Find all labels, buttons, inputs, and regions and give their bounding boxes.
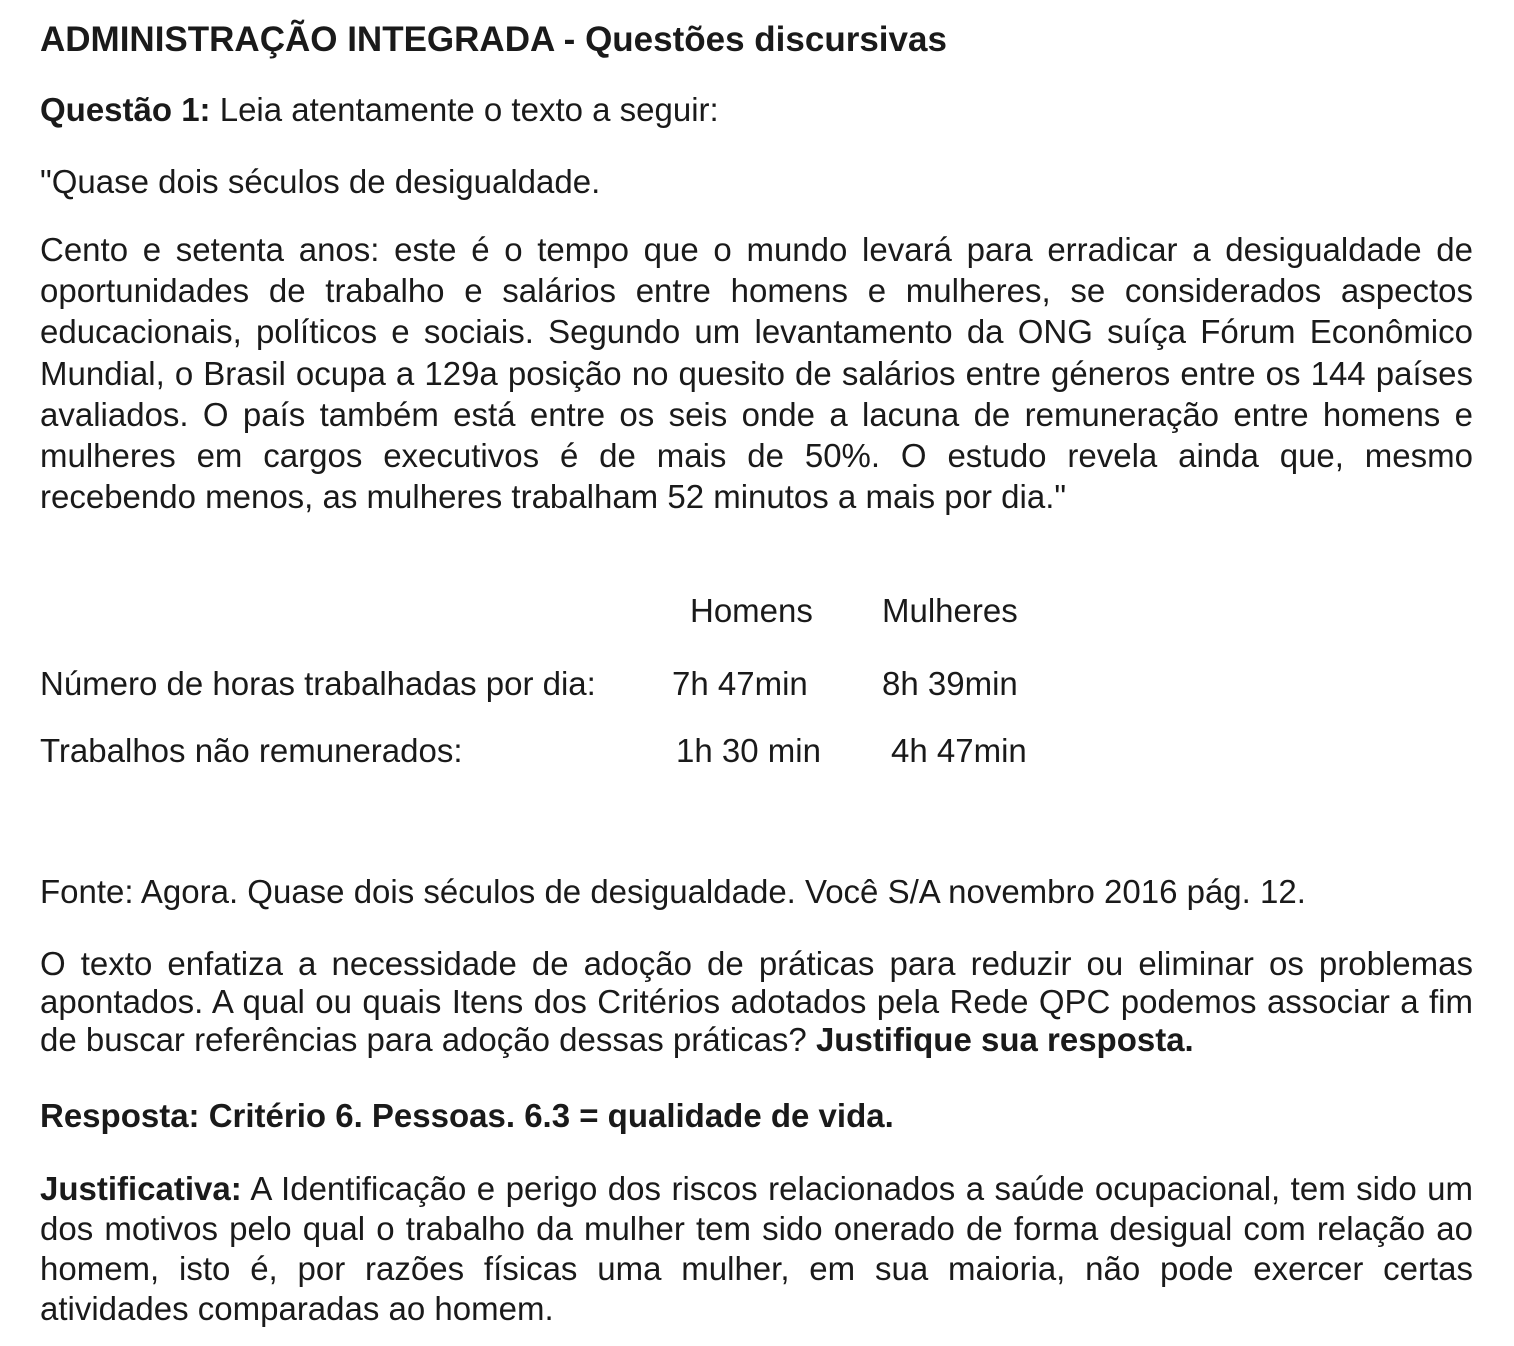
table-header-men: Homens (690, 592, 813, 629)
question-intro-text: Leia atentamente o texto a seguir: (210, 91, 719, 128)
question-intro (40, 88, 719, 132)
quote-body: Cento e setenta anos: este é o tempo que o mundo levará para erradicar a desigualdade de oportunidades de trabalho e salários entre homens e mulheres, se considerados aspectos educacionais, políticos e sociais. Segundo um levantamento da ONG suíça Fórum Econômico Mundial, o Brasil ocupa a 129a posição no quesito de salários entre géneros entre os 144 países avaliados. O país também está entre os seis onde a lacuna de remuneração entre homens e mulheres em cargos executivos é de mais de 50%. O estudo revela ainda que, mesmo recebendo menos, as mulheres trabalham 52 minutos a mais por dia." (40, 231, 1473, 516)
answer: Resposta: Critério 6. Pessoas. 6.3 = qualidade de vida. (40, 1097, 894, 1134)
table-row-label: Número de horas trabalhadas por dia: (40, 665, 596, 702)
table-row-label: Trabalhos não remunerados: (40, 732, 463, 769)
justification-label: Justificativa: (40, 1170, 242, 1207)
quote-title: "Quase dois séculos de desigualdade. (40, 163, 601, 200)
question-prompt-emphasis: Justifique sua resposta. (815, 1021, 1194, 1058)
question-prompt (40, 945, 1473, 1059)
table-cell-women: 4h 47min (891, 732, 1027, 769)
table-cell-men: 7h 47min (672, 665, 808, 702)
document-title: ADMINISTRAÇÃO INTEGRADA - Questões discursivas (40, 20, 947, 59)
question-prompt-text: O texto enfatiza a necessidade de adoção de práticas para reduzir ou eliminar os problemas apontados. A qual ou quais Itens dos Critérios adotados pela Rede QPC podemos associar a fim de buscar referências para adoção dessas práticas? (40, 945, 1473, 1058)
table-cell-women: 8h 39min (882, 665, 1018, 702)
table-header-women: Mulheres (882, 592, 1018, 629)
justification (40, 1169, 1473, 1329)
source-citation: Fonte: Agora. Quase dois séculos de desigualdade. Você S/A novembro 2016 pág. 12. (40, 873, 1306, 910)
question-label: Questão 1: (40, 91, 211, 128)
table-cell-men: 1h 30 min (676, 732, 821, 769)
justification-text: A Identificação e perigo dos riscos relacionados a saúde ocupacional, tem sido um dos motivos pelo qual o trabalho da mulher tem sido onerado de forma desigual com relação ao homem, isto é, por razões físicas uma mulher, em sua maioria, não pode exercer certas atividades comparadas ao homem. (40, 1170, 1473, 1327)
